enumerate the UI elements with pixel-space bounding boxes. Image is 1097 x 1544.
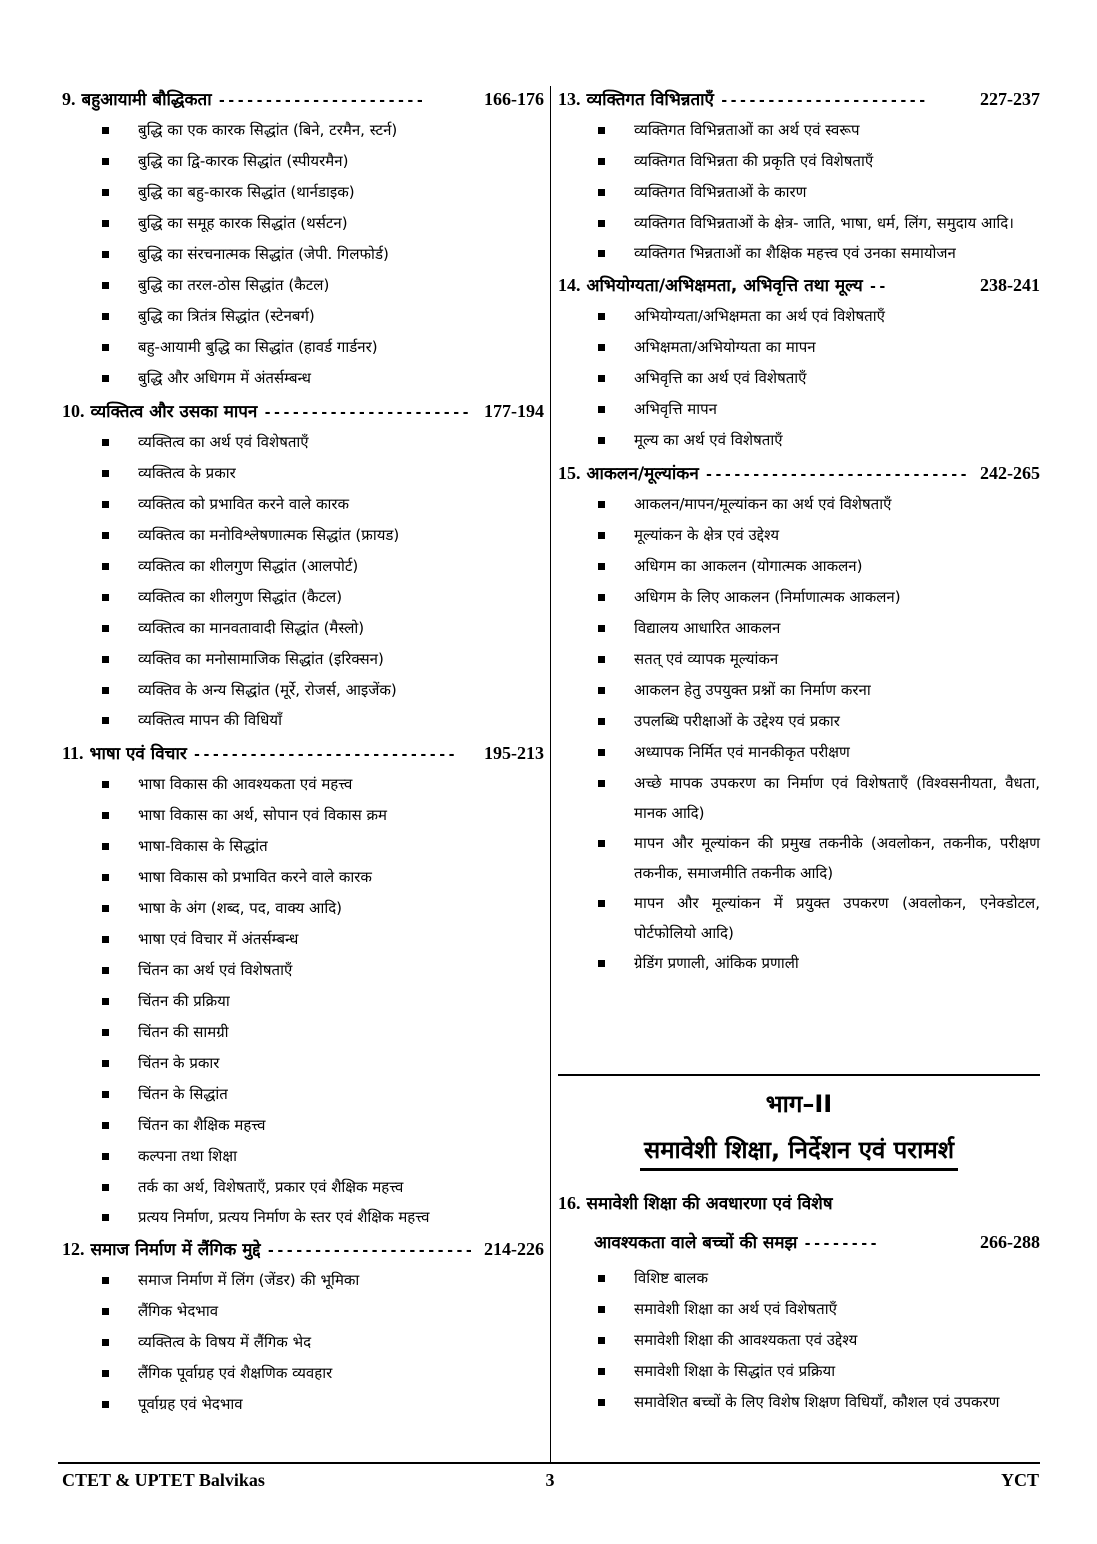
list-item	[62, 800, 544, 831]
section-items	[62, 769, 544, 1232]
list-item	[558, 706, 1040, 737]
list-item	[62, 955, 544, 986]
list-item-text: बुद्धि का द्वि-कारक सिद्धांत (स्पीयरमैन)	[138, 152, 349, 170]
list-item	[62, 458, 544, 489]
square-bullet-icon	[598, 594, 605, 601]
square-bullet-icon	[102, 1091, 109, 1098]
section-number: 12.	[62, 1239, 85, 1259]
square-bullet-icon	[598, 313, 605, 320]
list-item	[62, 1172, 544, 1202]
list-item	[62, 1048, 544, 1079]
square-bullet-icon	[598, 1368, 605, 1375]
square-bullet-icon	[598, 840, 605, 847]
list-item-text: मापन और मूल्यांकन की प्रमुख तकनीके (अवलोकन, तकनीक, परीक्षण तकनीक, समाजमीति तकनीक आदि)	[634, 834, 1040, 882]
list-item	[558, 1294, 1040, 1325]
list-item-text: लैंगिक भेदभाव	[138, 1302, 219, 1320]
list-item	[62, 489, 544, 520]
list-item-text: चिंतन की सामग्री	[138, 1023, 229, 1041]
section-title: व्यक्तिगत विभिन्नताएँ	[586, 90, 714, 110]
list-item	[62, 239, 544, 270]
square-bullet-icon	[102, 781, 109, 788]
square-bullet-icon	[102, 843, 109, 850]
list-item-text: बुद्धि और अधिगम में अंतर्सम्बन्ध	[138, 369, 311, 387]
section-number: 14.	[558, 275, 581, 295]
list-item-text: अच्छे मापक उपकरण का निर्माण एवं विशेषताएँ (विश्वसनीयता, वैधता, मानक आदि)	[634, 774, 1040, 822]
list-item	[558, 425, 1040, 456]
list-item-text: चिंतन की प्रक्रिया	[138, 992, 230, 1010]
section-items	[558, 301, 1040, 456]
footer-publisher: YCT	[1000, 1470, 1039, 1490]
part-divider	[558, 1074, 1040, 1076]
list-item	[62, 862, 544, 893]
list-item	[62, 332, 544, 363]
list-item-text: बुद्धि का बहु-कारक सिद्धांत (थार्नडाइक)	[138, 183, 355, 201]
list-item-text: बहु-आयामी बुद्धि का सिद्धांत (हावर्ड गार्डनर)	[138, 338, 378, 356]
section-number: 11.	[62, 743, 84, 763]
square-bullet-icon	[598, 532, 605, 539]
list-item	[558, 644, 1040, 675]
list-item-text: व्यक्तिगत विभिन्नताओं का अर्थ एवं स्वरूप	[634, 121, 860, 139]
square-bullet-icon	[102, 1401, 109, 1408]
right-column	[558, 84, 1040, 981]
square-bullet-icon	[598, 563, 605, 570]
section-leader-dashes: ----------------------------	[192, 747, 457, 763]
square-bullet-icon	[598, 1337, 605, 1344]
square-bullet-icon	[102, 1214, 109, 1221]
list-item-text: बुद्धि का तरल-ठोस सिद्धांत (कैटल)	[138, 276, 330, 294]
square-bullet-icon	[102, 936, 109, 943]
list-item	[558, 582, 1040, 613]
square-bullet-icon	[102, 189, 109, 196]
list-item	[62, 270, 544, 301]
list-item-text: प्रत्यय निर्माण, प्रत्यय निर्माण के स्तर एवं शैक्षिक महत्त्व	[138, 1208, 430, 1226]
section-items	[62, 427, 544, 736]
square-bullet-icon	[102, 158, 109, 165]
list-item-text: अधिगम के लिए आकलन (निर्माणात्मक आकलन)	[634, 588, 901, 606]
section-leader-dashes: ----------------------	[266, 1243, 475, 1259]
list-item	[558, 551, 1040, 582]
square-bullet-icon	[102, 563, 109, 570]
list-item	[62, 1265, 544, 1296]
square-bullet-icon	[598, 1306, 605, 1313]
list-item-text: चिंतन का अर्थ एवं विशेषताएँ	[138, 961, 293, 979]
section-number: 13.	[558, 89, 581, 109]
list-item-text: उपलब्धि परीक्षाओं के उद्देश्य एवं प्रकार	[634, 712, 840, 730]
list-item	[62, 177, 544, 208]
section-heading	[62, 396, 544, 427]
square-bullet-icon	[598, 406, 605, 413]
square-bullet-icon	[598, 158, 605, 165]
list-item-text: व्यक्तिगत भिन्नताओं का शैक्षिक महत्त्व एवं उनका समायोजन	[634, 244, 956, 262]
list-item-text: आकलन/मापन/मूल्यांकन का अर्थ एवं विशेषताएँ	[634, 495, 892, 513]
section-heading	[62, 84, 544, 115]
list-item	[558, 332, 1040, 363]
list-item	[558, 1356, 1040, 1387]
list-item	[62, 1017, 544, 1048]
list-item	[62, 1327, 544, 1358]
square-bullet-icon	[102, 344, 109, 351]
section-title: बहुआयामी बौद्धिकता	[81, 90, 212, 110]
part-title	[558, 1130, 1040, 1170]
section-heading	[62, 738, 544, 769]
list-item	[558, 489, 1040, 520]
list-item	[62, 831, 544, 862]
list-item	[558, 1325, 1040, 1356]
section-leader-dashes: ----------------------	[719, 93, 928, 109]
square-bullet-icon	[598, 718, 605, 725]
square-bullet-icon	[102, 874, 109, 881]
list-item	[558, 238, 1040, 268]
square-bullet-icon	[598, 749, 605, 756]
list-item-text: अभिक्षमता/अभियोग्यता का मापन	[634, 338, 816, 356]
list-item-text: समाज निर्माण में लिंग (जेंडर) की भूमिका	[138, 1271, 360, 1289]
list-item	[62, 613, 544, 644]
list-item-text: व्यक्तिगत विभिन्नताओं के कारण	[634, 183, 807, 201]
list-item-text: सतत् एवं व्यापक मूल्यांकन	[634, 650, 779, 668]
list-item	[558, 208, 1040, 238]
section-page-range: 227-237	[980, 89, 1040, 109]
square-bullet-icon	[102, 127, 109, 134]
list-item	[62, 427, 544, 458]
square-bullet-icon	[102, 905, 109, 912]
list-item-text: अध्यापक निर्मित एवं मानकीकृत परीक्षण	[634, 743, 850, 761]
section-number: 15.	[558, 463, 581, 483]
list-item	[558, 828, 1040, 888]
list-item	[62, 1389, 544, 1420]
list-item	[62, 1202, 544, 1232]
section-page-range: 238-241	[980, 275, 1040, 295]
section-page-range: 195-213	[484, 743, 544, 763]
square-bullet-icon	[598, 687, 605, 694]
list-item-text: बुद्धि का एक कारक सिद्धांत (बिने, टरमैन, स्टर्न)	[138, 121, 398, 139]
list-item-text: व्यक्तित्व के प्रकार	[138, 464, 236, 482]
square-bullet-icon	[102, 1060, 109, 1067]
left-column	[62, 84, 544, 1422]
square-bullet-icon	[598, 189, 605, 196]
square-bullet-icon	[102, 594, 109, 601]
square-bullet-icon	[102, 532, 109, 539]
list-item	[558, 301, 1040, 332]
list-item	[62, 1358, 544, 1389]
list-item-text: चिंतन के प्रकार	[138, 1054, 220, 1072]
list-item-text: व्यक्तित्व का मानवतावादी सिद्धांत (मैस्लो)	[138, 619, 365, 637]
square-bullet-icon	[102, 967, 109, 974]
list-item-text: समावेशित बच्चों के लिए विशेष शिक्षण विधियाँ, कौशल एवं उपकरण	[634, 1393, 1000, 1411]
list-item-text: भाषा विकास की आवश्यकता एवं महत्त्व	[138, 775, 353, 793]
square-bullet-icon	[598, 127, 605, 134]
list-item-text: अभिवृत्ति मापन	[634, 400, 717, 418]
list-item-text: व्यक्तिगत विभिन्नताओं के क्षेत्र- जाति, भाषा, धर्म, लिंग, समुदाय आदि।	[634, 214, 1014, 232]
list-item-text: भाषा विकास को प्रभावित करने वाले कारक	[138, 868, 372, 886]
square-bullet-icon	[102, 1184, 109, 1191]
list-item-text: मापन और मूल्यांकन में प्रयुक्त उपकरण (अवलोकन, एनेक्डोटल, पोर्टफोलियो आदि)	[634, 894, 1040, 942]
square-bullet-icon	[102, 1153, 109, 1160]
square-bullet-icon	[598, 501, 605, 508]
square-bullet-icon	[598, 344, 605, 351]
section-16-items	[558, 1263, 1040, 1417]
square-bullet-icon	[102, 1339, 109, 1346]
square-bullet-icon	[102, 1122, 109, 1129]
list-item	[62, 1296, 544, 1327]
square-bullet-icon	[102, 625, 109, 632]
list-item-text: व्यक्तित्व का अर्थ एवं विशेषताएँ	[138, 433, 309, 451]
square-bullet-icon	[102, 313, 109, 320]
section-items	[558, 115, 1040, 268]
section-title: समाज निर्माण में लैंगिक मुद्दे	[90, 1240, 261, 1260]
list-item	[558, 675, 1040, 706]
list-item	[62, 1079, 544, 1110]
list-item-text: ग्रेडिंग प्रणाली, आंकिक प्रणाली	[634, 954, 799, 972]
list-item	[62, 644, 544, 675]
list-item	[558, 737, 1040, 768]
square-bullet-icon	[598, 250, 605, 257]
section-heading	[558, 458, 1040, 489]
footer-page-number: 3	[545, 1470, 555, 1490]
list-item-text: तर्क का अर्थ, विशेषताएँ, प्रकार एवं शैक्षिक महत्त्व	[138, 1178, 404, 1196]
list-item	[62, 551, 544, 582]
list-item	[62, 675, 544, 705]
square-bullet-icon	[102, 282, 109, 289]
square-bullet-icon	[598, 375, 605, 382]
section-leader-dashes: --------	[803, 1236, 879, 1252]
list-item	[558, 1387, 1040, 1417]
square-bullet-icon	[102, 717, 109, 724]
square-bullet-icon	[102, 998, 109, 1005]
list-item	[62, 986, 544, 1017]
list-item-text: समावेशी शिक्षा के सिद्धांत एवं प्रक्रिया	[634, 1362, 836, 1380]
square-bullet-icon	[598, 960, 605, 967]
list-item	[62, 705, 544, 736]
list-item	[62, 1141, 544, 1172]
list-item	[558, 394, 1040, 425]
square-bullet-icon	[598, 437, 605, 444]
list-item-text: चिंतन का शैक्षिक महत्त्व	[138, 1116, 266, 1134]
section-items	[62, 1265, 544, 1420]
section-leader-dashes: --	[868, 279, 888, 295]
square-bullet-icon	[102, 1370, 109, 1377]
list-item-text: लैंगिक पूर्वाग्रह एवं शैक्षणिक व्यवहार	[138, 1364, 333, 1382]
square-bullet-icon	[102, 1277, 109, 1284]
list-item	[558, 177, 1040, 208]
square-bullet-icon	[102, 812, 109, 819]
list-item-text: व्यक्तित्व का शीलगुण सिद्धांत (आलपोर्ट)	[138, 557, 359, 575]
list-item-text: अभिवृत्ति का अर्थ एवं विशेषताएँ	[634, 369, 807, 387]
list-item-text: बुद्धि का त्रितंत्र सिद्धांत (स्टेनबर्ग)	[138, 307, 315, 325]
list-item-text: भाषा एवं विचार में अंतर्सम्बन्ध	[138, 930, 299, 948]
list-item	[62, 1110, 544, 1141]
section-title: आकलन/मूल्यांकन	[586, 464, 699, 484]
section-page-range: 214-226	[484, 1239, 544, 1259]
square-bullet-icon	[598, 780, 605, 787]
section-leader-dashes: ----------------------------	[704, 467, 969, 483]
list-item-text: अधिगम का आकलन (योगात्मक आकलन)	[634, 557, 863, 575]
square-bullet-icon	[102, 1308, 109, 1315]
section-heading	[62, 1234, 544, 1265]
list-item-text: व्यक्तिव के अन्य सिद्धांत (मूर्रे, रोजर्स, आइजेंक)	[138, 681, 397, 699]
square-bullet-icon	[102, 501, 109, 508]
section-title: समावेशी शिक्षा की अवधारणा एवं विशेष	[586, 1194, 833, 1214]
section-page-range: 166-176	[484, 89, 544, 109]
list-item-text: व्यक्तित्व को प्रभावित करने वाले कारक	[138, 495, 350, 513]
section-leader-dashes: ----------------------	[217, 93, 426, 109]
list-item-text: व्यक्तित्व का मनोविश्लेषणात्मक सिद्धांत (फ्रायड)	[138, 526, 400, 544]
section-page-range: 266-288	[980, 1232, 1040, 1252]
part-label: भाग–II	[765, 1090, 833, 1118]
list-item-text: भाषा-विकास के सिद्धांत	[138, 837, 268, 855]
section-items	[62, 115, 544, 394]
list-item	[558, 520, 1040, 551]
list-item-text: बुद्धि का समूह कारक सिद्धांत (थर्सटन)	[138, 214, 348, 232]
list-item-text: भाषा विकास का अर्थ, सोपान एवं विकास क्रम	[138, 806, 388, 824]
list-item-text: मूल्यांकन के क्षेत्र एवं उद्देश्य	[634, 526, 780, 544]
section-page-range: 177-194	[484, 401, 544, 421]
square-bullet-icon	[598, 1399, 605, 1406]
part-title-text: समावेशी शिक्षा, निर्देशन एवं परामर्श	[640, 1136, 958, 1171]
list-item-text: व्यक्तित्व मापन की विधियाँ	[138, 711, 282, 729]
list-item-text: व्यक्तिगत विभिन्नता की प्रकृति एवं विशेषताएँ	[634, 152, 874, 170]
part-two-block	[558, 1074, 1040, 1419]
square-bullet-icon	[102, 439, 109, 446]
list-item-text: समावेशी शिक्षा का अर्थ एवं विशेषताएँ	[634, 1300, 837, 1318]
list-item	[558, 115, 1040, 146]
column-divider	[550, 86, 551, 1464]
list-item-text: आकलन हेतु उपयुक्त प्रश्नों का निर्माण करना	[634, 681, 871, 699]
section-leader-dashes: ----------------------	[263, 405, 471, 421]
section-page-range: 242-265	[980, 463, 1040, 483]
list-item-text: व्यक्तित्व के विषय में लैंगिक भेद	[138, 1333, 312, 1351]
list-item-text: मूल्य का अर्थ एवं विशेषताएँ	[634, 431, 783, 449]
square-bullet-icon	[598, 1275, 605, 1282]
square-bullet-icon	[102, 470, 109, 477]
section-items	[558, 489, 1040, 979]
list-item-text: समावेशी शिक्षा की आवश्यकता एवं उद्देश्य	[634, 1331, 858, 1349]
list-item-text: व्यक्तित्व का शीलगुण सिद्धांत (कैटल)	[138, 588, 343, 606]
section-16-heading	[558, 1184, 1040, 1263]
footer-rule	[58, 1462, 1040, 1464]
square-bullet-icon	[102, 220, 109, 227]
list-item-text: विद्यालय आधारित आकलन	[634, 619, 781, 637]
square-bullet-icon	[102, 1029, 109, 1036]
section-number: 16.	[558, 1193, 581, 1213]
list-item-text: व्यक्तिव का मनोसामाजिक सिद्धांत (इरिक्सन)	[138, 650, 384, 668]
section-number: 9.	[62, 89, 76, 109]
section-heading	[558, 270, 1040, 301]
list-item	[558, 1263, 1040, 1294]
section-title-continued: आवश्यकता वाले बच्चों की समझ	[594, 1233, 798, 1253]
list-item	[62, 363, 544, 394]
list-item-text: चिंतन के सिद्धांत	[138, 1085, 228, 1103]
list-item	[558, 613, 1040, 644]
list-item	[558, 768, 1040, 828]
list-item-text: विशिष्ट बालक	[634, 1269, 708, 1287]
list-item	[62, 115, 544, 146]
section-title: भाषा एवं विचार	[89, 744, 187, 764]
list-item	[62, 893, 544, 924]
list-item	[558, 146, 1040, 177]
list-item	[62, 301, 544, 332]
list-item	[558, 363, 1040, 394]
list-item-text: अभियोग्यता/अभिक्षमता का अर्थ एवं विशेषताएँ	[634, 307, 885, 325]
square-bullet-icon	[598, 900, 605, 907]
section-heading	[558, 84, 1040, 115]
list-item-text: कल्पना तथा शिक्षा	[138, 1147, 237, 1165]
section-number: 10.	[62, 401, 85, 421]
list-item	[62, 582, 544, 613]
square-bullet-icon	[102, 251, 109, 258]
list-item	[558, 948, 1040, 979]
list-item-text: भाषा के अंग (शब्द, पद, वाक्य आदि)	[138, 899, 343, 917]
list-item	[62, 208, 544, 239]
square-bullet-icon	[102, 375, 109, 382]
square-bullet-icon	[102, 656, 109, 663]
square-bullet-icon	[598, 220, 605, 227]
list-item	[62, 924, 544, 955]
section-title: व्यक्तित्व और उसका मापन	[90, 402, 258, 422]
list-item-text: पूर्वाग्रह एवं भेदभाव	[138, 1395, 243, 1413]
square-bullet-icon	[598, 656, 605, 663]
list-item	[62, 769, 544, 800]
section-title: अभियोग्यता/अभिक्षमता, अभिवृत्ति तथा मूल्य	[586, 276, 863, 296]
list-item	[558, 888, 1040, 948]
footer-book-title: CTET & UPTET Balvikas	[62, 1470, 265, 1490]
list-item	[62, 520, 544, 551]
list-item-text: बुद्धि का संरचनात्मक सिद्धांत (जेपी. गिलफोर्ड)	[138, 245, 389, 263]
list-item	[62, 146, 544, 177]
square-bullet-icon	[598, 625, 605, 632]
square-bullet-icon	[102, 687, 109, 694]
